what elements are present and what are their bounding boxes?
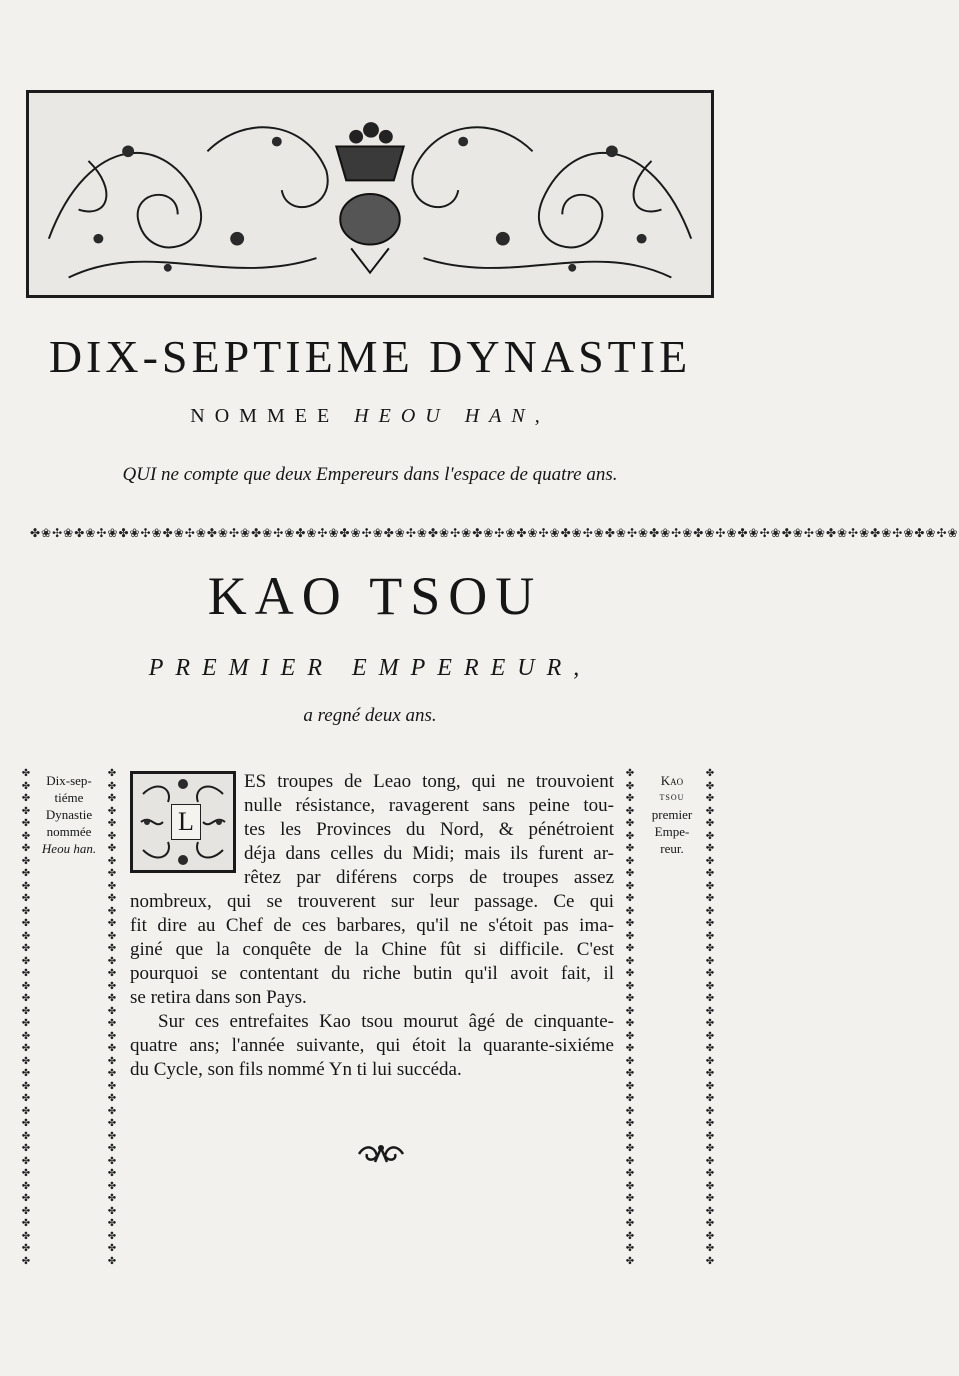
border-glyph: ✤: [625, 880, 635, 892]
margin-note-line: reur.: [660, 841, 684, 856]
border-glyph: ✤: [107, 1018, 117, 1029]
text-line: pourquoi se contentant du riche butin qu'il avoit fait, il: [130, 963, 614, 984]
border-glyph: ✤: [625, 1230, 635, 1242]
border-glyph: ✤: [705, 930, 715, 942]
border-glyph: ✤: [21, 1243, 31, 1254]
dynasty-description: QUI ne compte que deux Empereurs dans l'espace de quatre ans.: [122, 464, 618, 485]
border-glyph: ✤: [21, 1005, 31, 1017]
margin-note-line: Dix-sep-: [46, 773, 92, 788]
border-glyph: ✤: [625, 955, 635, 967]
margin-note-line: Kao: [660, 773, 684, 788]
border-glyph: ✤: [107, 1043, 117, 1054]
border-glyph: ✤: [625, 868, 635, 879]
border-glyph: ✤: [625, 1118, 635, 1129]
border-glyph: ✤: [705, 843, 715, 854]
border-glyph: ✤: [625, 1255, 635, 1267]
border-glyph: ✤: [107, 768, 117, 779]
border-glyph: ✤: [625, 843, 635, 854]
margin-note-line: tiéme: [54, 790, 84, 805]
border-glyph: ✤: [705, 968, 715, 979]
border-glyph: ✤: [625, 930, 635, 942]
border-glyph: ✤: [625, 1005, 635, 1017]
border-glyph: ✤: [107, 1005, 117, 1017]
border-glyph: ✤: [107, 1143, 117, 1154]
border-glyph: ✤: [625, 968, 635, 979]
border-glyph: ✤: [625, 980, 635, 992]
text-line: nombreux, qui se trouverent sur leur passage. Ce qui: [130, 891, 614, 912]
border-glyph: ✤: [705, 1080, 715, 1092]
border-glyph: ✤: [705, 1230, 715, 1242]
border-glyph: ✤: [625, 1030, 635, 1042]
border-glyph: ✤: [21, 905, 31, 917]
border-glyph: ✤: [705, 993, 715, 1004]
border-glyph: ✤: [21, 893, 31, 904]
border-glyph: ✤: [705, 1243, 715, 1254]
border-glyph: ✤: [705, 780, 715, 792]
border-glyph: ✤: [21, 880, 31, 892]
border-glyph: ✤: [107, 930, 117, 942]
dropcap-letter: L: [171, 804, 201, 840]
border-glyph: ✤: [705, 793, 715, 804]
border-glyph: ✤: [625, 1055, 635, 1067]
border-glyph: ✤: [625, 855, 635, 867]
border-glyph: ✤: [107, 1118, 117, 1129]
border-glyph: ✤: [21, 918, 31, 929]
border-glyph: ✤: [21, 1130, 31, 1142]
border-glyph: ✤: [705, 980, 715, 992]
body-text: [130, 770, 614, 1082]
border-glyph: ✤: [625, 1143, 635, 1154]
border-glyph: ✤: [21, 1205, 31, 1217]
text-line: fit dire au Chef de ces barbares, qu'il ne s'étoit pas ima-: [130, 915, 614, 936]
border-glyph: ✤: [21, 993, 31, 1004]
border-glyph: ✤: [21, 943, 31, 954]
border-glyph: ✤: [625, 1243, 635, 1254]
text-line: nulle résistance, ravagerent sans peine tou-: [244, 795, 614, 816]
border-glyph: ✤: [21, 1143, 31, 1154]
border-glyph: ✤: [705, 1255, 715, 1267]
border-glyph: ✤: [705, 1143, 715, 1154]
border-glyph: ✤: [21, 1105, 31, 1117]
border-glyph: ✤: [625, 805, 635, 817]
headpiece-ornament: [26, 90, 714, 298]
border-glyph: ✤: [21, 830, 31, 842]
border-glyph: ✤: [21, 1080, 31, 1092]
border-glyph: ✤: [21, 1093, 31, 1104]
border-glyph: ✤: [705, 1030, 715, 1042]
border-glyph: ✤: [21, 980, 31, 992]
border-glyph: ✤: [625, 1168, 635, 1179]
border-glyph: ✤: [705, 818, 715, 829]
dynasty-title: DIX-SEPTIEME DYNASTIE: [48, 331, 692, 382]
border-glyph: ✤: [625, 818, 635, 829]
emperor-reign: a regné deux ans.: [303, 705, 437, 726]
border-glyph: ✤: [107, 1055, 117, 1067]
border-glyph: ✤: [107, 1105, 117, 1117]
margin-note-line: Empe-: [654, 824, 690, 839]
border-glyph: ✤: [21, 955, 31, 967]
emperor-title: PREMIER EMPEREUR,: [148, 655, 592, 681]
border-glyph: ✤: [625, 780, 635, 792]
border-glyph: ✤: [107, 1080, 117, 1092]
left-inner-border: [106, 768, 118, 1268]
border-glyph: ✤: [705, 1105, 715, 1117]
text-line: quatre ans; l'année suivante, qui étoit la quarante-sixiéme: [130, 1035, 614, 1056]
border-glyph: ✤: [21, 1218, 31, 1229]
border-glyph: ✤: [625, 1080, 635, 1092]
border-glyph: ✤: [625, 1105, 635, 1117]
border-glyph: ✤: [107, 1243, 117, 1254]
border-glyph: ✤: [21, 1155, 31, 1167]
border-glyph: ✤: [21, 780, 31, 792]
margin-note-right: [640, 772, 704, 857]
border-glyph: ✤: [705, 1168, 715, 1179]
border-glyph: ✤: [21, 818, 31, 829]
margin-note-line: tsou: [659, 791, 685, 803]
border-glyph: ✤: [21, 805, 31, 817]
border-glyph: ✤: [107, 1193, 117, 1204]
border-glyph: ✤: [625, 768, 635, 779]
border-glyph: ✤: [705, 1043, 715, 1054]
border-glyph: ✤: [107, 830, 117, 842]
border-glyph: ✤: [705, 805, 715, 817]
border-glyph: ✤: [21, 868, 31, 879]
border-glyph: ✤: [705, 1180, 715, 1192]
tailpiece-ornament-icon: [355, 1140, 407, 1166]
border-glyph: ✤: [625, 1180, 635, 1192]
border-glyph: ✤: [107, 843, 117, 854]
border-glyph: ✤: [705, 1093, 715, 1104]
dynasty-name: HEOU HAN,: [354, 405, 550, 427]
border-glyph: ✤: [21, 1030, 31, 1042]
text-line: ES troupes de Leao tong, qui ne trouvoient: [244, 771, 614, 792]
border-glyph: ✤: [705, 1205, 715, 1217]
border-glyph: ✤: [107, 793, 117, 804]
dynasty-subtitle: [0, 405, 740, 428]
border-glyph: ✤: [21, 768, 31, 779]
border-glyph: ✤: [21, 1193, 31, 1204]
margin-note-line: nommée: [46, 824, 92, 839]
named-prefix: NOMMEE: [190, 405, 340, 427]
border-glyph: ✤: [21, 1068, 31, 1079]
border-glyph: ✤: [625, 905, 635, 917]
border-glyph: ✤: [705, 955, 715, 967]
border-glyph: ✤: [625, 1043, 635, 1054]
border-glyph: ✤: [21, 1168, 31, 1179]
border-glyph: ✤: [107, 1205, 117, 1217]
border-glyph: ✤: [107, 1093, 117, 1104]
border-glyph: ✤: [705, 905, 715, 917]
border-glyph: ✤: [625, 1193, 635, 1204]
border-glyph: ✤: [21, 793, 31, 804]
text-line: Sur ces entrefaites Kao tsou mourut âgé de cinquante-: [158, 1011, 614, 1032]
text-line: tes les Provinces du Nord, & pénétroient: [244, 819, 614, 840]
border-glyph: ✤: [705, 893, 715, 904]
text-line: rêtez par diférens corps de troupes assez: [244, 867, 614, 888]
border-glyph: ✤: [705, 1068, 715, 1079]
right-outer-border: [704, 768, 716, 1268]
border-glyph: ✤: [107, 1218, 117, 1229]
text-line: déja dans celles du Midi; mais ils furent ar-: [244, 843, 614, 864]
border-glyph: ✤: [107, 1255, 117, 1267]
border-glyph: ✤: [705, 1055, 715, 1067]
border-glyph: ✤: [705, 1193, 715, 1204]
border-glyph: ✤: [625, 1155, 635, 1167]
border-glyph: ✤: [107, 818, 117, 829]
border-glyph: ✤: [107, 880, 117, 892]
border-glyph: ✤: [705, 855, 715, 867]
border-glyph: ✤: [21, 1255, 31, 1267]
border-glyph: ✤: [107, 993, 117, 1004]
border-glyph: ✤: [625, 1218, 635, 1229]
text-line: se retira dans son Pays.: [130, 987, 307, 1008]
text-line: du Cycle, son fils nommé Yn ti lui succéda.: [130, 1059, 462, 1080]
border-glyph: ✤: [625, 1068, 635, 1079]
border-glyph: ✤: [21, 1230, 31, 1242]
border-glyph: ✤: [21, 1055, 31, 1067]
border-glyph: ✤: [107, 943, 117, 954]
border-glyph: ✤: [705, 868, 715, 879]
border-glyph: ✤: [107, 1030, 117, 1042]
border-glyph: ✤: [625, 1130, 635, 1142]
right-inner-border: [624, 768, 636, 1268]
border-glyph: ✤: [625, 918, 635, 929]
border-glyph: ✤: [107, 1068, 117, 1079]
border-glyph: ✤: [21, 843, 31, 854]
border-glyph: ✤: [705, 943, 715, 954]
border-glyph: ✤: [625, 1018, 635, 1029]
border-glyph: ✤: [625, 1205, 635, 1217]
border-glyph: ✤: [107, 1230, 117, 1242]
border-glyph: ✤: [625, 793, 635, 804]
border-glyph: ✤: [107, 893, 117, 904]
left-outer-border: [20, 768, 32, 1268]
border-glyph: ✤: [21, 1043, 31, 1054]
border-glyph: ✤: [21, 1118, 31, 1129]
border-glyph: ✤: [107, 805, 117, 817]
border-glyph: ✤: [705, 1005, 715, 1017]
border-glyph: ✤: [625, 993, 635, 1004]
border-glyph: ✤: [705, 1155, 715, 1167]
border-glyph: ✤: [705, 768, 715, 779]
border-glyph: ✤: [625, 830, 635, 842]
border-glyph: ✤: [625, 943, 635, 954]
border-glyph: ✤: [21, 855, 31, 867]
border-glyph: ✤: [107, 868, 117, 879]
border-glyph: ✤: [21, 930, 31, 942]
border-glyph: ✤: [21, 1018, 31, 1029]
ornamental-rule: ✤❀✣❀✤❀✣❀✤❀✣❀✤❀✣❀✤❀✣❀✤❀✣❀✤❀✣❀✤❀✣❀✤❀✣❀✤❀✣❀✤❀✣❀✤❀✣❀✤❀✣❀✤❀✣❀✤❀✣❀✤❀✣❀✤❀✣❀✤❀✣❀✤❀✣❀✤❀✣❀✤❀✣❀: [30, 526, 959, 540]
border-glyph: ✤: [705, 1018, 715, 1029]
border-glyph: ✤: [705, 1118, 715, 1129]
border-glyph: ✤: [107, 980, 117, 992]
border-glyph: ✤: [107, 1155, 117, 1167]
border-glyph: ✤: [107, 918, 117, 929]
border-glyph: ✤: [107, 905, 117, 917]
border-glyph: ✤: [705, 1218, 715, 1229]
border-glyph: ✤: [21, 968, 31, 979]
margin-note-left: [34, 772, 104, 857]
border-glyph: ✤: [705, 918, 715, 929]
border-glyph: ✤: [107, 1168, 117, 1179]
border-glyph: ✤: [705, 830, 715, 842]
margin-note-line: Dynastie: [45, 807, 93, 822]
border-glyph: ✤: [107, 780, 117, 792]
border-glyph: ✤: [107, 955, 117, 967]
border-glyph: ✤: [625, 1093, 635, 1104]
text-line: giné que la conquête de la Chine fût si difficile. C'est: [130, 939, 614, 960]
border-glyph: ✤: [705, 880, 715, 892]
border-glyph: ✤: [107, 968, 117, 979]
border-glyph: ✤: [625, 893, 635, 904]
border-glyph: ✤: [107, 1180, 117, 1192]
border-glyph: ✤: [107, 855, 117, 867]
border-glyph: ✤: [21, 1180, 31, 1192]
border-glyph: ✤: [705, 1130, 715, 1142]
floral-engraving-illustration: [29, 93, 711, 295]
border-glyph: ✤: [107, 1130, 117, 1142]
margin-note-line: premier: [651, 807, 693, 822]
emperor-name: KAO TSOU: [207, 566, 543, 626]
margin-note-line: Heou han.: [41, 841, 97, 856]
